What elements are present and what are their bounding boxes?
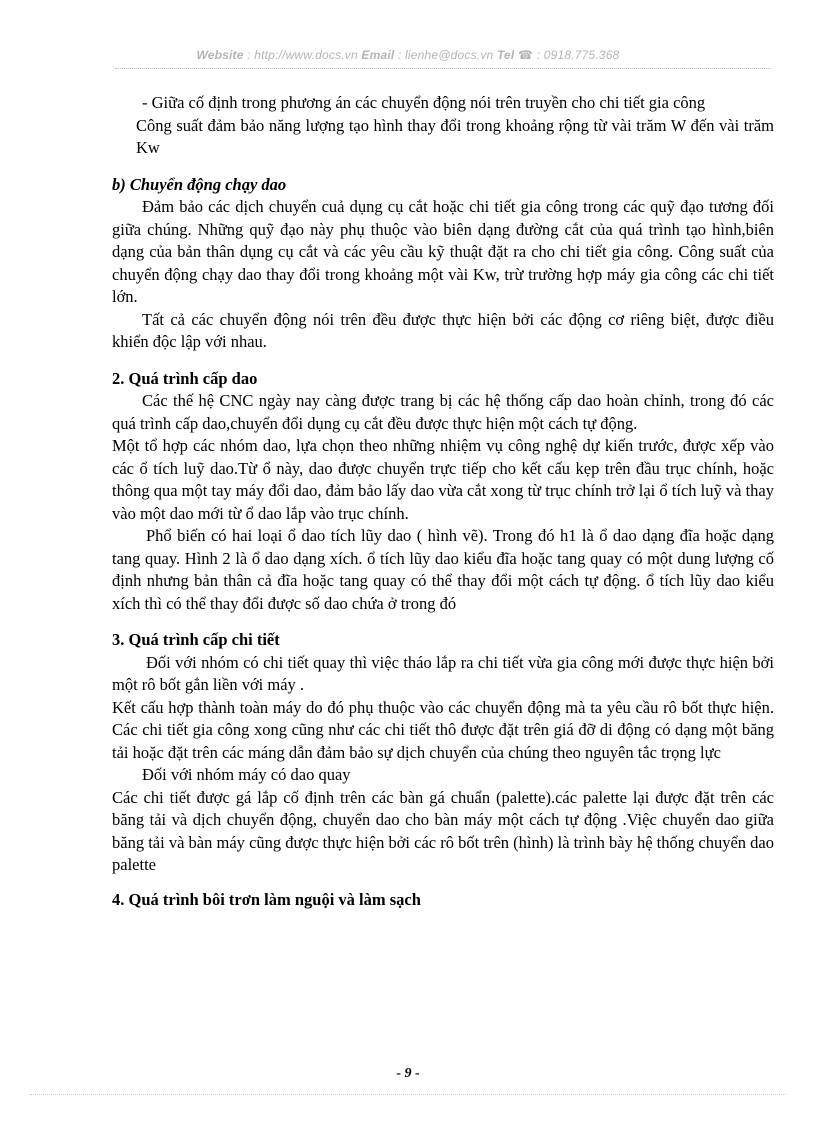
paragraph-2: Công suất đảm bảo năng lượng tạo hình thay đổi trong khoảng rộng từ vài trăm W đến vài trăm Kw <box>136 115 774 157</box>
paragraph-6: Một tổ hợp các nhóm dao, lựa chọn theo những nhiệm vụ công nghệ dự kiến trước, được xếp vào các ổ tích luỹ dao.Từ ổ này, dao được chuyển trực tiếp cho kết cấu kẹp trên đầu trục chính, hoặc thông qua một tay máy đổi dao, đảm bảo lấy dao vừa cắt xong từ trục chính trở lại ổ tích luỹ và thay vào một dao mới từ ổ dao lắp vào trục chính. <box>112 436 774 523</box>
paragraph-9: Kết cấu hợp thành toàn máy do đó phụ thuộc vào các chuyển động mà ta yêu cầu rô bốt thực hiện. Các chi tiết gia công xong cũng như các chi tiết thô được đặt trên giá đỡ di động có dạng một băng tải hoặc đặt trên các máng dẫn đảm bảo sự dịch chuyển của chúng theo nguyên tắc trọng lực <box>112 697 774 762</box>
heading-4: 4. Quá trình bôi trơn làm nguội và làm sạch <box>112 889 421 909</box>
heading-3: 3. Quá trình cấp chi tiết <box>112 630 280 649</box>
page-header <box>0 48 816 62</box>
footer-divider <box>30 1094 786 1095</box>
paragraph-8: Đối với nhóm có chi tiết quay thì việc tháo lắp ra chi tiết vừa gia công mới được thực hiện bởi một rô bốt gắn liền với máy . <box>112 652 774 694</box>
heading-2: 2. Quá trình cấp dao <box>112 368 258 388</box>
paragraph-1: - Giữa cố định trong phương án các chuyển động nói trên truyền cho chi tiết gia công <box>142 93 706 112</box>
header-divider <box>115 68 771 69</box>
paragraph-3: Đảm bảo các dịch chuyển cuả dụng cụ cắt hoặc chi tiết gia công trong các quỹ đạo tương đối giữa chúng. Những quỹ đạo này phụ thuộc vào biên dạng đường cắt của quá trình tạo hình,biên dạng của bản thân dụng cụ cắt và các yêu cầu kỹ thuật đặt ra cho chi tiết gia công. Công suất của chuyển động chạy dao thay đổi trong khoảng một vài Kw, trừ trường hợp máy gia công các chi tiết lớn. <box>112 197 774 306</box>
website-value: : http://www.docs.vn <box>243 48 362 62</box>
paragraph-11: Các chi tiết được gá lắp cố định trên các bàn gá chuẩn (palette).các palette lại được đặt trên các băng tải và dịch chuyển động, chuyển dao cho bàn máy một cách tự động .Việc chuyển dao giữa băng tải và bàn máy cũng được thực hiện bởi các rô bốt trên (hình) là trình bày hệ thống chuyển dao palette <box>112 787 774 874</box>
page-number: - 9 - <box>396 1066 420 1081</box>
tel-label: Tel <box>496 48 515 62</box>
paragraph-4: Tất cả các chuyển động nói trên đều được thực hiện bởi các động cơ riêng biệt, được điều khiển độc lập với nhau. <box>112 309 774 351</box>
spacer <box>112 615 774 629</box>
spacer <box>112 354 774 368</box>
paragraph-10: Đối với nhóm máy có dao quay <box>142 765 351 784</box>
spacer <box>112 877 774 889</box>
website-label: Website <box>196 48 244 62</box>
email-value: : lienhe@docs.vn <box>394 48 497 62</box>
spacer <box>112 160 774 174</box>
paragraph-5: Các thế hệ CNC ngày nay càng được trang bị các hệ thống cấp dao hoàn chỉnh, trong đó các quá trình cấp dao,chuyển đổi dụng cụ cắt đều được thực hiện một cách tự động. <box>112 391 774 433</box>
heading-b: b) Chuyển động chạy dao <box>112 174 287 194</box>
paragraph-7: Phổ biến có hai loại ổ dao tích lũy dao ( hình vẽ). Trong đó h1 là ổ dao dạng đĩa hoặc dạng tang quay. Hình 2 là ổ dao dạng xích. ổ tích lũy dao kiểu đĩa hoặc tang quay có một dung lượng cố định nhưng bản thân cả đĩa hoặc tang quay có thể thay đổi một cách tự động. ổ tích lũy dao kiểu xích thì có thể thay đổi được số dao chứa ở trong đó <box>112 526 774 613</box>
tel-value: ☎ : 0918.775.368 <box>514 48 620 62</box>
page-body <box>112 92 774 911</box>
email-label: Email <box>361 48 395 62</box>
